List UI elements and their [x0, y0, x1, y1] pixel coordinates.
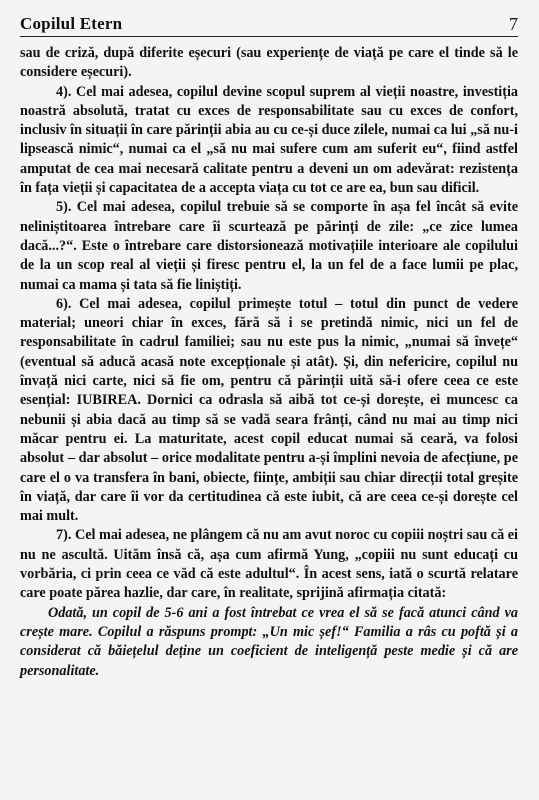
- book-title: Copilul Etern: [20, 14, 123, 33]
- paragraph-7: [20, 526, 518, 603]
- paragraph-4: [20, 83, 518, 199]
- page-body: [20, 44, 518, 681]
- paragraph-7-text: Cel mai adesea, ne plângem că nu am avut noroc cu copiii noștri sau că ei nu ne ascultă. Uităm însă că, așa cum afirmă Yung, „copiii nu sunt educați cu vorbăria, ci prin ceea ce văd că este adultul“. În acest sens, iată o scurtă relatare care poate părea hazlie, dar care, în realitate, sprijină afirmația citată:: [20, 527, 518, 602]
- paragraph-4-text: Cel mai adesea, copilul devine scopul suprem al vieții noastre, investiția noastră absolută, tratat cu exces de responsabilitate sau cu exces de confort, inclusiv în situații în care părinții abia au cu ce-și duce zilele, numai ca lui „să nu-i lipsească nimic“, numai ca el „să nu mai sufere cum am suferit eu“, fiind astfel amputat de cea mai necesară calitate pentru a deveni un om adevărat: rezistența în fața vieții și capacitatea de a accepta viața cu tot ce are ea, bun sau dificil.: [20, 83, 518, 197]
- item-number-6: 6).: [56, 295, 72, 312]
- paragraph-continued: sau de criză, după diferite eșecuri (sau experiențe de viață pe care el tinde să le considere eșecuri).: [20, 45, 518, 81]
- page-number: 7: [509, 14, 518, 34]
- running-header: [20, 10, 518, 37]
- quoted-anecdote: Odată, un copil de 5-6 ani a fost întrebat ce vrea el să se facă atunci când va crește mare. Copilul a răspuns prompt: „Un mic șef!“ Familia a râs cu poftă și a considerat că băiețelul deține un coeficient de inteligență peste medie și că are personalitate.: [20, 604, 518, 679]
- paragraph-6: [20, 295, 518, 527]
- item-number-5: 5).: [56, 199, 72, 216]
- item-number-4: 4).: [56, 83, 72, 100]
- paragraph-5-text: Cel mai adesea, copilul trebuie să se comporte în așa fel încât să evite neliniștitoarea întrebare care îi scurtează pe părinți de zile: „ce zice lumea dacă...?“. Este o întrebare care distorsionează motivațiile interioare ale copilului de la un scop real al vieții și firesc pentru el, la un fel de a face lumii pe plac, numai ca mama și tata să fie liniștiți.: [20, 199, 518, 293]
- paragraph-6-text: Cel mai adesea, copilul primește totul – totul din punct de vedere material; uneori chiar în exces, fără să i se pretindă nimic, nici un fel de responsabilitate în cadrul familiei; sau nu este pus la nimic, „numai să învețe“ (eventual să aducă acasă note excepționale și atât). Și, din nefericire, copilul nu învață nici carte, nici să fie om, pentru că părinții uită să-i ofere ceea ce este esențial: IUBIREA. Dornici ca odrasla să aibă tot ce-și dorește, ei muncesc ca nebunii și abia dacă au timp să se vadă seara frânți, când nu mai au timp nici măcar pentru ei. La maturitate, acest copil educat numai să ceară, va folosi absolut – dar absolut – orice modalitate pentru a-și împlini nevoia de afecțiune, pe care el o va transfera în bani, obiecte, ființe, ambiții sau chiar direcții total greșite în viață, dar care îi vor da certitudinea că este iubit, că are ceea ce-și dorește cel mai mult.: [20, 295, 518, 525]
- paragraph-5: [20, 198, 518, 294]
- item-number-7: 7).: [56, 527, 72, 544]
